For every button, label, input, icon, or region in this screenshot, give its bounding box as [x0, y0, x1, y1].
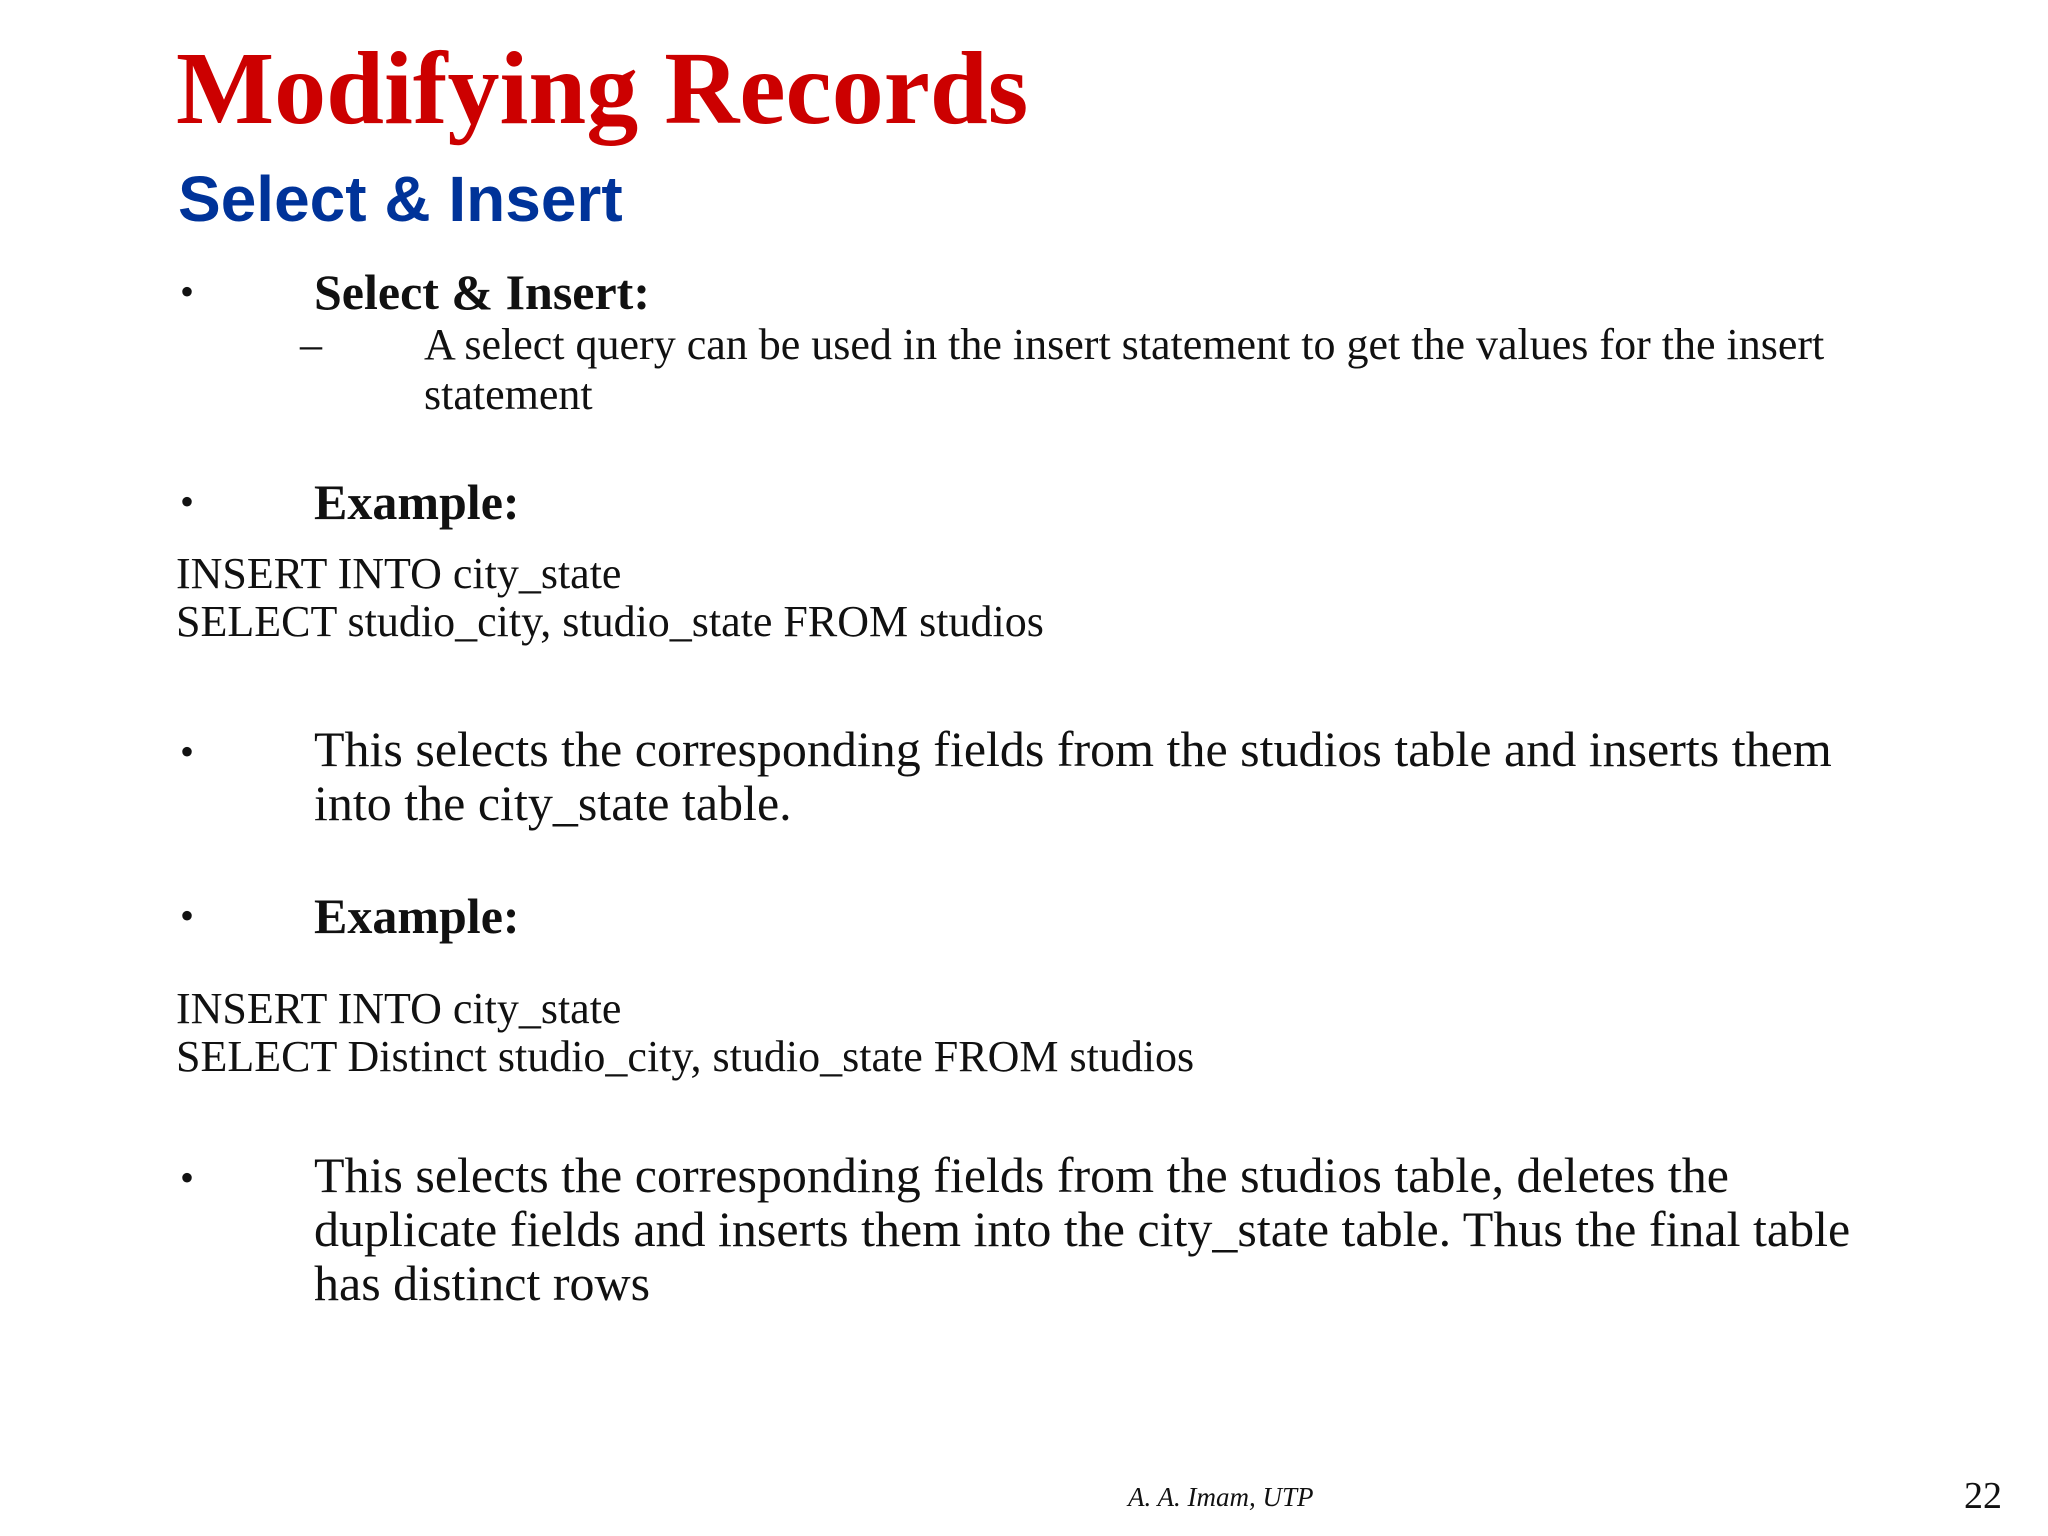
bullet-marker: •	[180, 893, 195, 938]
sub-bullet-text: A select query can be used in the insert statement to get the values for the insert statement	[424, 320, 1825, 419]
bullet-text: This selects the corresponding fields from the studios table and inserts them into the city_state table.	[314, 721, 1832, 831]
dash-marker: –	[300, 320, 322, 369]
bullet-marker: •	[180, 1155, 195, 1200]
slide-subtitle: Select & Insert	[178, 163, 623, 235]
code-line: SELECT studio_city, studio_state FROM studios	[176, 597, 1044, 646]
slide-title: Modifying Records	[176, 31, 1029, 146]
bullet-text: This selects the corresponding fields from the studios table, deletes the duplicate fields and inserts them into the city_state table. Thus the final table has distinct rows	[314, 1147, 1851, 1311]
footer-author: A. A. Imam, UTP	[1128, 1482, 1314, 1512]
code-line: SELECT Distinct studio_city, studio_state FROM studios	[176, 1032, 1195, 1081]
code-line: INSERT INTO city_state	[176, 549, 622, 598]
page-number: 22	[1964, 1475, 2002, 1517]
bullet-heading: Select & Insert:	[314, 264, 650, 320]
bullet-marker: •	[180, 479, 195, 524]
bullet-heading: Example:	[314, 474, 520, 530]
code-line: INSERT INTO city_state	[176, 984, 622, 1033]
code-example-1	[176, 550, 1044, 646]
code-example-2	[176, 985, 1194, 1081]
bullet-marker: •	[180, 729, 195, 774]
bullet-heading: Example:	[314, 888, 520, 944]
bullet-marker: •	[180, 269, 195, 314]
